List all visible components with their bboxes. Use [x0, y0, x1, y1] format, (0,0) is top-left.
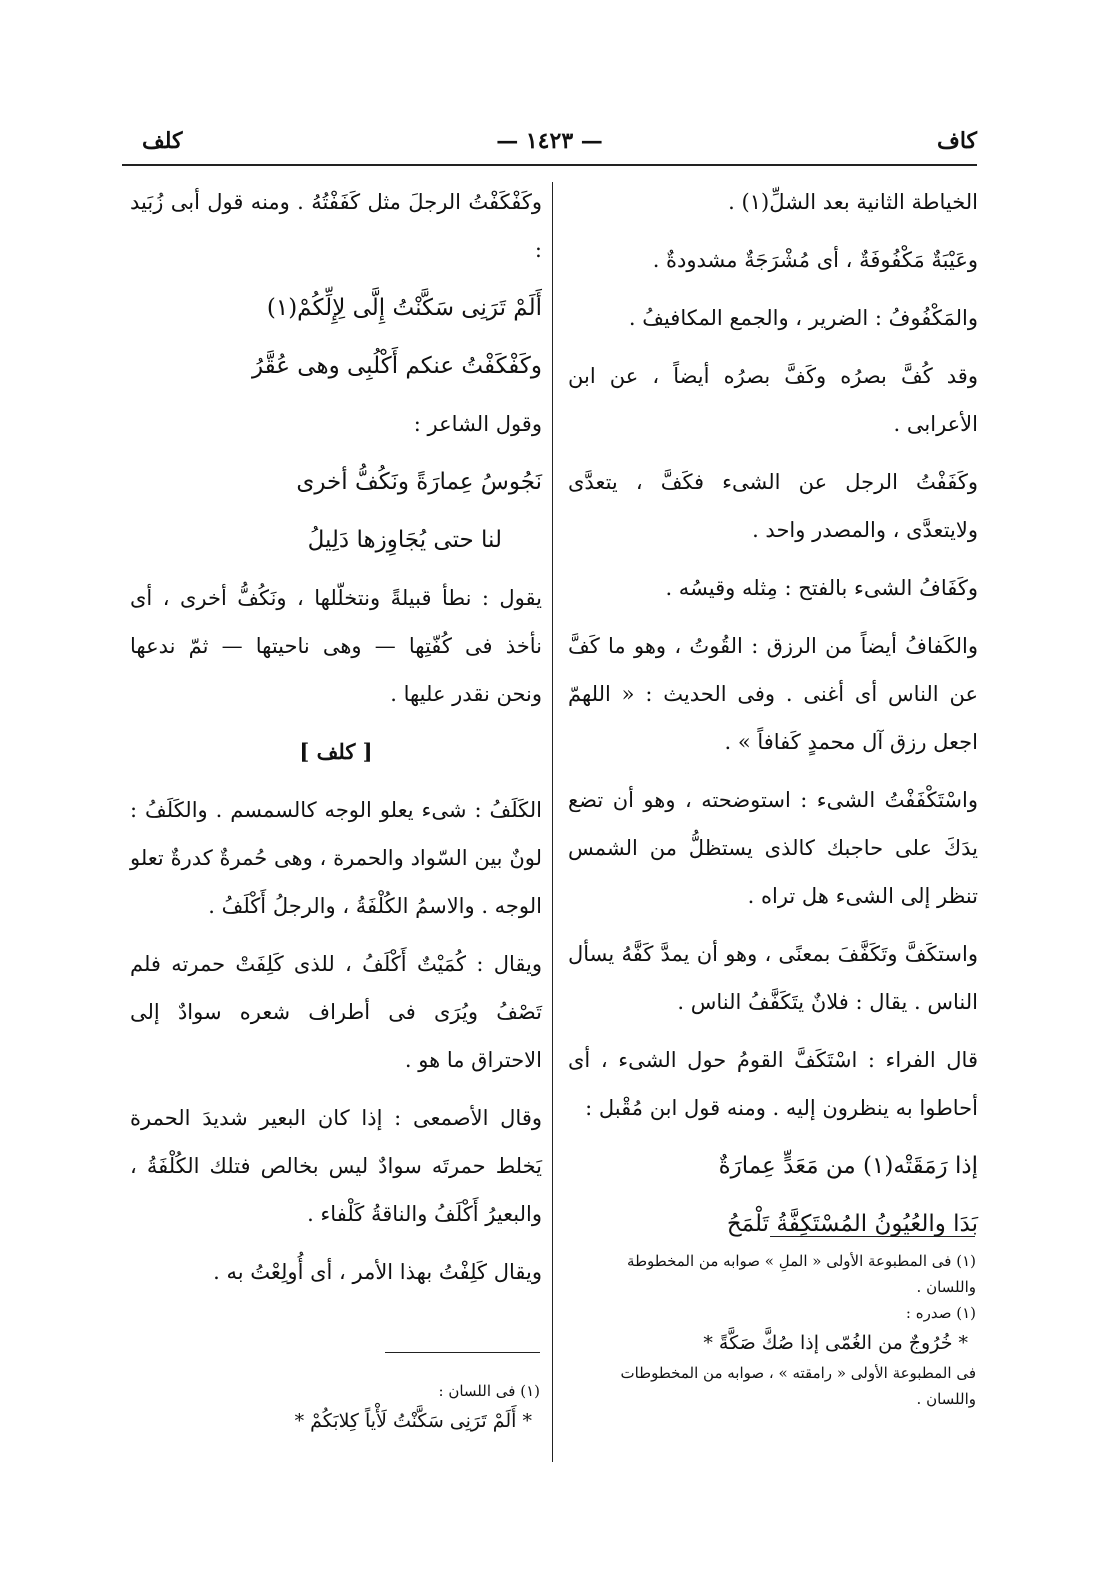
page-number: — ١٤٢٣ — — [496, 128, 603, 154]
paragraph: الكَلَفُ : شىء يعلو الوجه كالسمسم . والكَلَفُ : لونٌ بين السّواد والحمرة ، وهى حُمرةٌ كدرةٌ تعلو الوجه . والاسمُ الكُلْفَةُ ، والرجلُ أَكْلَفُ . — [130, 798, 542, 918]
page-header — [122, 120, 977, 166]
column-divider — [552, 182, 553, 1462]
footnote-verse: * أَلَمْ تَرَنِى سَكَّنْتُ لَأْياً كِلابَكُمْ * — [294, 1410, 532, 1432]
footnote: (١) فى المطبوعة الأولى « الملِ » صوابه من المخطوطة واللسان . — [627, 1252, 976, 1296]
verse-line: إذا رَمَقَتْه(١) من مَعَدٍّ عِمارَةٌ — [718, 1153, 978, 1179]
paragraph: وكَفْكَفْتُ الرجلَ مثل كَفَفْتُهُ . ومنه قول أبى زُبَيد : — [130, 190, 542, 262]
verse-line: أَلَمْ تَرَنِى سَكَّنْتُ إِلَّى لِإِلِّكُمْ(١) — [266, 295, 542, 321]
paragraph: وكَفَفْتُ الرجل عن الشىء فكَفَّ ، يتعدَّى ولايتعدَّى ، والمصدر واحد . — [568, 470, 978, 542]
paragraph: واسْتَكْفَفْتُ الشىء : استوضحته ، وهو أن تضع يدَكَ على حاجبك كالذى يستظلُّ من الشمس تنظر إلى الشىء هل تراه . — [568, 788, 978, 908]
footnote: (١) فى اللسان : — [438, 1382, 540, 1400]
footnote: فى المطبوعة الأولى « رامقته » ، صوابه من المخطوطات واللسان . — [620, 1364, 976, 1408]
header-root-word-left: كلف — [142, 128, 183, 154]
paragraph: يقول : نطأ قبيلةً ونتخلّلها ، ونَكُفُّ أخرى ، أى نأخذ فى كُفّتِها — وهى ناحيتها — ثمّ ندعها ونحن نقدر عليها . — [130, 586, 542, 706]
paragraph: وعَيْبَةٌ مَكْفُوفَةٌ ، أى مُشْرَجَةٌ مشدودةٌ . — [652, 248, 978, 272]
footnote-separator — [770, 1236, 975, 1237]
paragraph: وقد كُفَّ بصرُه وكَفَّ بصرُه أيضاً ، عن ابن الأعرابى . — [568, 364, 978, 436]
paragraph: ويقال كَلِفْتُ بهذا الأمر ، أى أُولِعْتُ به . — [213, 1260, 542, 1284]
footnote: (١) صدره : — [905, 1304, 976, 1322]
footnote-separator — [385, 1352, 540, 1353]
paragraph: وقول الشاعر : — [413, 412, 542, 436]
paragraph: واستكَفَّ وتَكَفَّفَ بمعنًى ، وهو أن يمدَّ كَفَّهُ يسأل الناس . يقال : فلانٌ يتَكَفَّفُ الناس . — [568, 942, 978, 1014]
paragraph: قال الفراء : اسْتَكَفَّ القومُ حول الشىء ، أى أحاطوا به ينظرون إليه . ومنه قول ابن مُقْبل : — [568, 1048, 978, 1120]
footnotes-right — [578, 1248, 976, 1412]
paragraph: ويقال : كُمَيْتٌ أَكْلَفُ ، للذى كَلِفَتْ حمرته فلم تَصْفُ ويُرَى فى أطراف شعره سوادٌ إلى الاحتراق ما هو . — [130, 952, 542, 1072]
verse-line: لنا حتى يُجَاوِزها دَلِيلُ — [307, 527, 502, 553]
left-text-column — [130, 178, 542, 1303]
paragraph: وكَفَافُ الشىء بالفتح : مِثله وقيسُه . — [665, 576, 978, 600]
paragraph: والمَكْفُوفُ : الضرير ، والجمع المكافيفُ . — [628, 306, 978, 330]
section-heading: [ كلف ] — [299, 739, 373, 764]
verse-line: نَجُوسُ عِمارَةً ونَكُفُّ أخرى — [296, 469, 542, 495]
verse-line: وكَفْكَفْتُ عنكم أَكْلُبِى وهى عُقَّرُ — [251, 353, 542, 379]
paragraph: وقال الأصمعى : إذا كان البعير شديدَ الحمرة يَخلط حمرتَه سوادٌ ليس بخالص فتلك الكُلْفَةُ ، والبعيرُ أَكْلَفُ والناقةُ كَلْفاء . — [130, 1106, 542, 1226]
verse-line: بَدَا والعُيُونُ المُسْتَكِفَّةُ تَلْمَحُ — [726, 1211, 978, 1237]
paragraph: والكَفافُ أيضاً من الرزق : القُوتُ ، وهو ما كَفَّ عن الناس أى أغنى . وفى الحديث : « اللهمّ اجعل رزق آل محمدٍ كَفافاً » . — [568, 634, 978, 754]
paragraph: الخياطة الثانية بعد الشلِّ(١) . — [728, 190, 978, 214]
footnotes-left — [165, 1378, 540, 1438]
header-root-word-right: كاف — [937, 128, 977, 154]
right-text-column — [568, 178, 978, 1238]
footnote-verse: * خُرُوجٌ من الغُمّى إذا صُكَّ صَكَّةً * — [703, 1332, 968, 1354]
